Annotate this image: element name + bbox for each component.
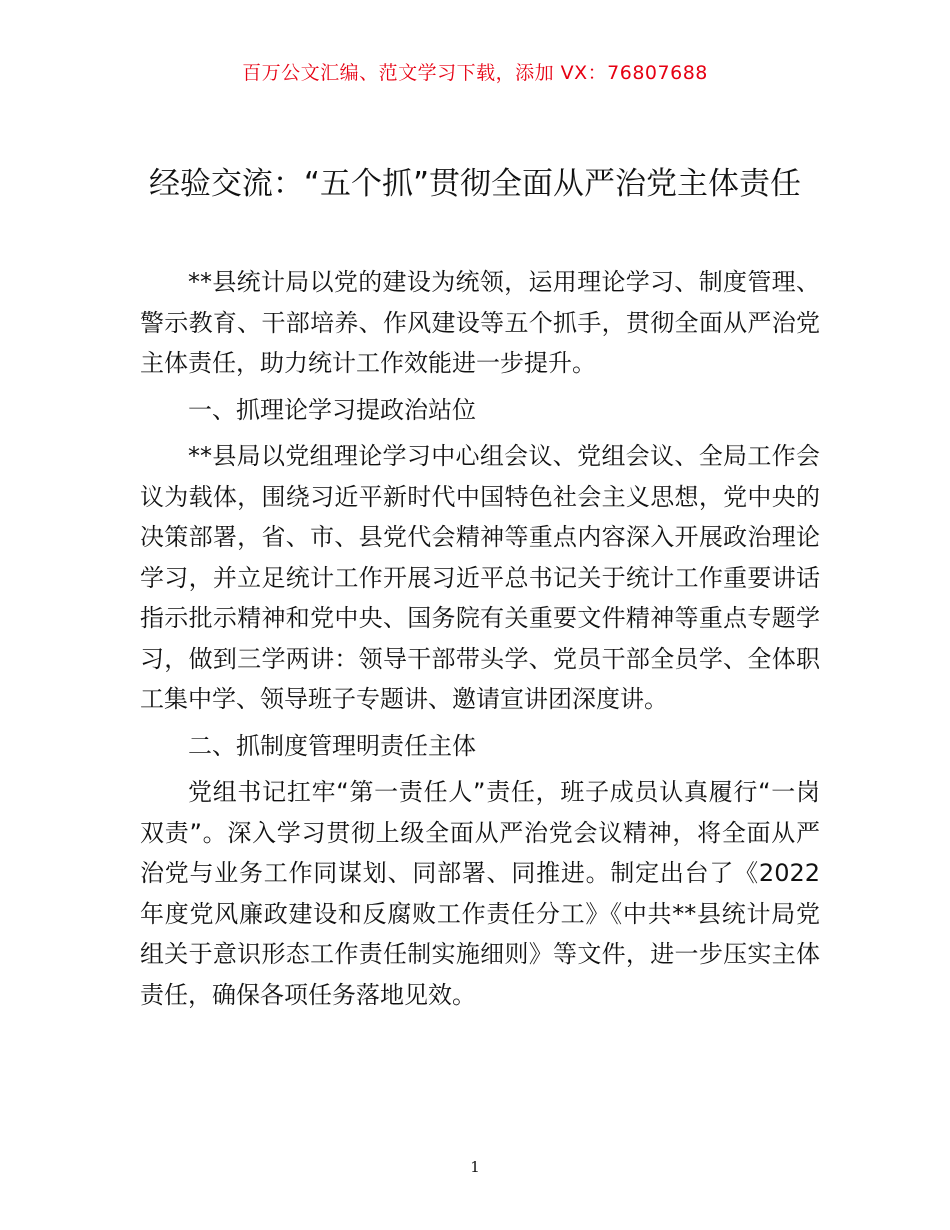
section-paragraph: 党组书记扛牢“第一责任人”责任，班子成员认真履行“一岗双责”。深入学习贯彻上级全面从严治党会议精神，将全面从严治党与业务工作同谋划、同部署、同推进。制定出台了《2022 年度党风廉政建设和反腐败工作责任分工》《中共**县统计局党组关于意识形态工作责任制实施细则》等文件，进一步压实主体责任，确保各项任务落地见效。	[140, 778, 820, 1009]
document-title: 经验交流：“五个抓”贯彻全面从严治党主体责任	[148, 166, 802, 202]
header-banner: 百万公文汇编、范文学习下载，添加 VX：76807688	[242, 62, 708, 84]
page-number: 1	[470, 1158, 480, 1176]
intro-paragraph: **县统计局以党的建设为统领，运用理论学习、制度管理、警示教育、干部培养、作风建设等五个抓手，贯彻全面从严治党主体责任，助力统计工作效能进一步提升。	[140, 268, 820, 377]
section-heading: 一、抓理论学习提政治站位	[188, 395, 476, 424]
section-paragraph: **县局以党组理论学习中心组会议、党组会议、全局工作会议为载体，围绕习近平新时代中国特色社会主义思想，党中央的决策部署，省、市、县党代会精神等重点内容深入开展政治理论学习，并立足统计工作开展习近平总书记关于统计工作重要讲话指示批示精神和党中央、国务院有关重要文件精神等重点专题学习，做到三学两讲：领导干部带头学、党员干部全员学、全体职工集中学、领导班子专题讲、邀请宣讲团深度讲。	[140, 442, 820, 713]
section-heading: 二、抓制度管理明责任主体	[188, 731, 476, 760]
document-body	[140, 262, 820, 1021]
